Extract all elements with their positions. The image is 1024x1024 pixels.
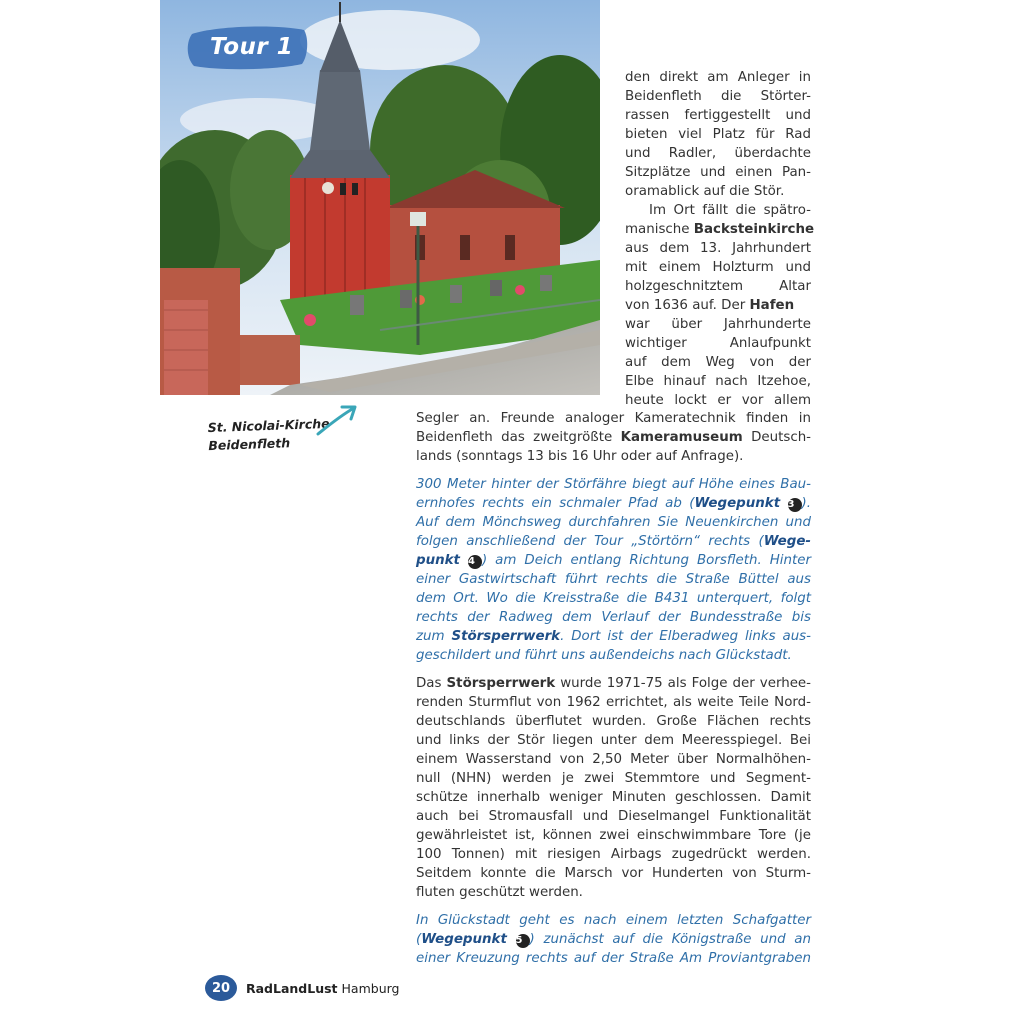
bold-term: Backsteinkirche — [693, 222, 815, 237]
paragraph-stoersperrwerk — [416, 674, 811, 902]
text-line: dem Ort. Wo die Kreisstraße die B431 unterquert, folgt — [416, 591, 811, 606]
waypoint-number-badge: 4 — [468, 555, 482, 569]
text-line: ernhofes rechts ein schmaler Pfad ab (Wegepunkt 3 ). — [416, 496, 811, 511]
text-line: In Glückstadt geht es nach einem letzten Schafgatter — [416, 913, 811, 928]
bold-term: Hafen — [749, 298, 795, 313]
text-line: gewährleistet ist, können zwei einschwimmbare Tore (je — [416, 828, 811, 843]
text-line: Auf dem Mönchsweg durchfahren Sie Neuenkirchen und — [416, 515, 811, 530]
bold-term: Kameramuseum — [620, 430, 743, 445]
text-line: deutschlands überflutet wurden. Große Flächen rechts — [416, 714, 811, 729]
text-line: den direkt am Anleger in — [625, 70, 811, 85]
text-line: rechts der Radweg dem Verlauf der Bundesstraße bis — [416, 610, 811, 625]
text-line: 300 Meter hinter der Störfähre biegt auf Höhe eines Bau- — [416, 477, 811, 492]
route-description-1 — [416, 475, 811, 665]
text-line: auch bei Stromausfall und Dieselmangel Funktionalität — [416, 809, 811, 824]
photo-caption — [207, 415, 328, 455]
text-line: zum Störsperrwerk. Dort ist der Elberadweg links aus- — [416, 629, 811, 644]
text-line: punkt 4 ) am Deich entlang Richtung Borsfleth. Hinter — [416, 553, 811, 568]
text-line: war über Jahrhunderte — [625, 317, 811, 332]
page-footer — [205, 975, 399, 1001]
arrow-icon — [314, 402, 360, 438]
text-line: und Radler, überdachte — [625, 146, 811, 161]
waypoint-number-badge: 5 — [516, 934, 530, 948]
text-line: 100 Tonnen) mit riesigen Airbags zugedrückt werden. — [416, 847, 811, 862]
text-line: und links der Stör liegen unter dem Meeresspiegel. Bei — [416, 733, 811, 748]
text-line: einer Kreuzung rechts auf der Straße Am Proviantgraben — [416, 951, 811, 966]
text-line: Das Störsperrwerk wurde 1971-75 als Folge der verhee- — [416, 676, 812, 691]
tour-label: Tour 1 — [210, 34, 294, 60]
text-line: Segler an. Freunde analoger Kameratechnik finden in — [416, 411, 811, 426]
main-column-text — [416, 409, 811, 968]
text-line: bieten viel Platz für Rad — [625, 127, 811, 142]
text-line: auf dem Weg von der — [625, 355, 811, 370]
text-line: fluten geschützt werden. — [416, 885, 583, 900]
right-column-text — [625, 68, 815, 410]
text-line: folgen anschließend der Tour „Störtörn“ rechts (Wege- — [416, 534, 811, 549]
caption-line-1: St. Nicolai-Kirche — [207, 415, 330, 436]
text-line: aus dem 13. Jahrhundert — [625, 241, 811, 256]
text-line: Seitdem konnte die Marsch vor Hunderten von Sturm- — [416, 866, 811, 881]
text-line: rassen fertiggestellt und — [625, 108, 811, 123]
text-line: lands (sonntags 13 bis 16 Uhr oder auf Anfrage). — [416, 449, 744, 464]
route-description-2 — [416, 911, 811, 968]
text-line: Im Ort fällt die spätro- — [649, 203, 811, 218]
text-line: schütze innerhalb weniger Minuten geschlossen. Damit — [416, 790, 811, 805]
text-line: heute lockt er vor allem — [625, 393, 811, 408]
text-line: manische Backsteinkirche — [625, 222, 815, 237]
caption-line-2: Beidenfleth — [208, 435, 291, 454]
tour-badge — [186, 24, 310, 72]
page-number: 20 — [205, 975, 237, 1001]
text-line: von 1636 auf. Der Hafen — [625, 298, 795, 313]
text-line: (Wegepunkt 5 ) zunächst auf die Königstraße und an — [416, 932, 811, 947]
waypoint-number-badge: 3 — [788, 498, 802, 512]
text-line: einem Wasserstand von 2,50 Meter über Normalhöhen- — [416, 752, 811, 767]
text-line: Elbe hinauf nach Itzehoe, — [625, 374, 811, 389]
text-line: holzgeschnitztem Altar — [625, 279, 811, 294]
text-line: wichtiger Anlaufpunkt — [625, 336, 811, 351]
text-line: null (NHN) werden je zwei Stemmtore und Segment- — [416, 771, 811, 786]
text-line: oramablick auf die Stör. — [625, 184, 785, 199]
text-line: mit einem Holzturm und — [625, 260, 811, 275]
text-line: renden Sturmflut von 1962 errichtet, als weite Teile Nord- — [416, 695, 811, 710]
text-line: einer Gastwirtschaft führt rechts die Straße Büttel aus — [416, 572, 811, 587]
book-title: RadLandLust Hamburg — [246, 980, 400, 996]
text-line: Sitzplätze und einen Pan- — [625, 165, 811, 180]
text-line: Beidenfleth die Störter- — [625, 89, 811, 104]
text-line: Beidenfleth das zweitgrößte Kameramuseum Deutsch- — [416, 430, 812, 445]
text-line: geschildert und führt uns außendeichs nach Glückstadt. — [416, 648, 792, 663]
